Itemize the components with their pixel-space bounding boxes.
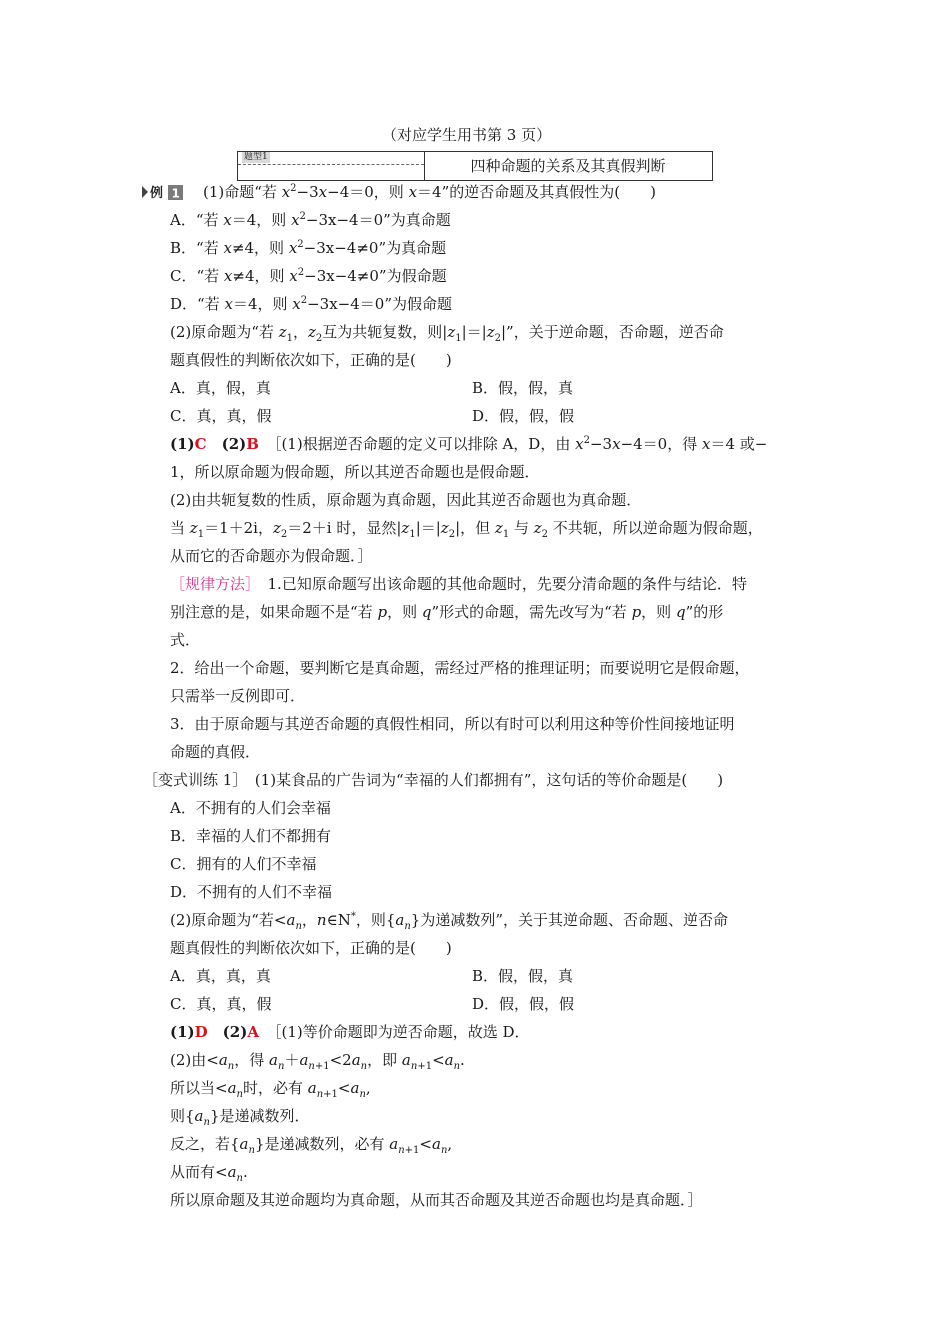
answer-1-line-1: (1)C (2)B ［(1)根据逆否命题的定义可以排除 A，D，由 $x^2-3x-4=0$，得 x＝4 或− xyxy=(170,435,768,453)
triangle-icon xyxy=(142,186,148,198)
section-tag-area xyxy=(238,152,424,165)
answer-1-line-5: 从而它的否命题亦为假命题．］ xyxy=(170,547,373,565)
method-tag: ［规律方法］ xyxy=(170,575,253,593)
example-prefix: 例 xyxy=(150,186,164,201)
section-tag: 题型1 xyxy=(244,152,268,162)
question-1-stem: (1)命题“若 $x^2-3x-4=0$，则 x＝4”的逆否命题及其真假性为( ) xyxy=(203,183,656,201)
section-title: 四种命题的关系及其真假判断 xyxy=(470,157,666,175)
q1-option-c: C．“若 x≠4，则 $x^2-3x-4\ne 0$”为假命题 xyxy=(170,267,447,285)
training-option-d: D．不拥有的人们不幸福 xyxy=(170,883,333,901)
training-option-b: B．幸福的人们不都拥有 xyxy=(170,827,332,845)
training-q2-option-a: A．真，真，真 xyxy=(170,967,271,985)
method-line-4: 2．给出一个命题，要判断它是真命题，需经过严格的推理证明；而要说明它是假命题， xyxy=(170,659,750,677)
answer-1-line-4: 当 $z_1=1+2i$，$z_2=2+i$ 时，显然$|z_1|=|z_2|$，但 $z_1$ 与 $z_2$ 不共轭，所以逆命题为假命题， xyxy=(170,519,763,540)
q1-option-b: B．“若 x≠4，则 $x^2-3x-4\ne 0$”为真命题 xyxy=(170,239,447,257)
q2-option-b: B．假，假，真 xyxy=(472,379,574,397)
answer-2-line-1: (1)D (2)A ［(1)等价命题即为逆否命题，故选 D． xyxy=(170,1023,530,1041)
method-line-7: 命题的真假． xyxy=(170,743,261,761)
answer-2-line-5: 反之，若$\{a_n\}$是递减数列，必有 $a_{n+1}<a_n$, xyxy=(170,1135,453,1156)
example-badge xyxy=(142,183,188,201)
training-q2-line-1: (2)原命题为“若$<a_n$，n∈N*，则$\{a_n\}$为递减数列”，关于其逆命题、否命题、逆否命 xyxy=(170,911,728,932)
training-answer-2-choice: A xyxy=(247,1023,259,1041)
method-line-2: 别注意的是，如果命题不是“若 p，则 q”形式的命题，需先改写为“若 p，则 q”的形 xyxy=(170,603,724,621)
q2-option-c: C．真，真，假 xyxy=(170,407,272,425)
answer-2-line-6: 从而有$<a_n$. xyxy=(170,1163,248,1184)
answer-2-line-2: (2)由$<a_n$，得 $a_n+a_{n+1}<2a_n$，即 $a_{n+1}<a_n$. xyxy=(170,1051,465,1072)
training-heading: ［变式训练 1］ (1)某食品的广告词为“幸福的人们都拥有”，这句话的等价命题是( ) xyxy=(143,771,724,789)
training-answer-1-choice: D xyxy=(194,1023,208,1041)
method-line-1: ［规律方法］ 1.已知原命题写出该命题的其他命题时，先要分清命题的条件与结论．特 xyxy=(170,575,747,593)
page-reference: （对应学生用书第 3 页） xyxy=(382,126,552,144)
method-line-6: 3．由于原命题与其逆否命题的真假性相同，所以有时可以利用这种等价性间接地证明 xyxy=(170,715,735,733)
answer-1-choice: C xyxy=(194,435,207,453)
training-q2-option-c: C．真，真，假 xyxy=(170,995,272,1013)
answer-2-line-7: 所以原命题及其逆命题均为真命题，从而其否命题及其逆否命题也均是真命题．］ xyxy=(170,1191,703,1209)
answer-2-line-4: 则$\{a_n\}$是递减数列． xyxy=(170,1107,310,1128)
method-line-3: 式． xyxy=(170,631,201,649)
answer-2-choice: B xyxy=(246,435,259,453)
training-q2-line-2: 题真假性的判断依次如下，正确的是( ) xyxy=(170,939,452,957)
answer-2-line-3: 所以当$<a_n$时，必有 $a_{n+1}<a_n$, xyxy=(170,1079,371,1100)
method-line-5: 只需举一反例即可． xyxy=(170,687,306,705)
training-option-c: C．拥有的人们不幸福 xyxy=(170,855,317,873)
q2-option-a: A．真，假，真 xyxy=(170,379,271,397)
q1-option-a: A．“若 x＝4，则 $x^2-3x-4=0$”为真命题 xyxy=(170,211,451,229)
answer-1-line-3: (2)由共轭复数的性质，原命题为真命题，因此其逆否命题也为真命题． xyxy=(170,491,642,509)
question-2-line-1: (2)原命题为“若 $z_1$，$z_2$互为共轭复数，则$|z_1|=|z_2|$”，关于逆命题，否命题，逆否命 xyxy=(170,323,724,344)
training-q2-option-b: B．假，假，真 xyxy=(472,967,574,985)
q2-option-d: D．假，假，假 xyxy=(472,407,575,425)
training-q2-option-d: D．假，假，假 xyxy=(472,995,575,1013)
answer-1-line-2: 1，所以原命题为假命题，所以其逆否命题也是假命题． xyxy=(170,463,540,481)
q1-option-d: D．“若 x＝4，则 $x^2-3x-4=0$”为假命题 xyxy=(170,295,452,313)
section-header xyxy=(237,151,713,181)
question-2-line-2: 题真假性的判断依次如下，正确的是( ) xyxy=(170,351,452,369)
example-number: 1 xyxy=(171,186,180,201)
training-option-a: A．不拥有的人们会幸福 xyxy=(170,799,331,817)
